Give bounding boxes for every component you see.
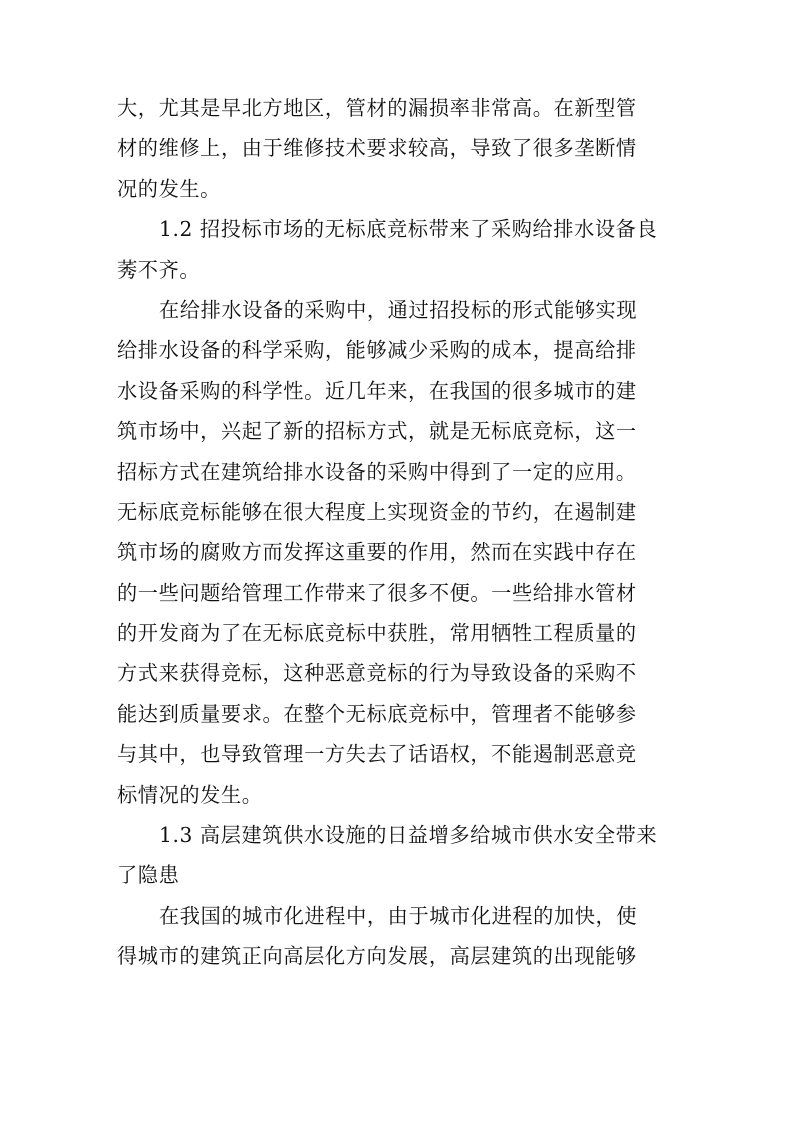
text-line: 筑市场中，兴起了新的招标方式，就是无标底竞标，这一 bbox=[117, 419, 637, 444]
text-line: 方式来获得竞标，这种恶意竞标的行为导致设备的采购不 bbox=[117, 661, 637, 686]
text-line: 况的发生。 bbox=[117, 176, 221, 201]
section-heading-1-3: 1.3 高层建筑供水设施的日益增多给城市供水安全带来 bbox=[159, 823, 658, 848]
text-line: 招标方式在建筑给排水设备的采购中得到了一定的应用。 bbox=[117, 459, 637, 484]
text-line: 的一些问题给管理工作带来了很多不便。一些给排水管材 bbox=[117, 580, 637, 605]
text-line: 无标底竞标能够在很大程度上实现资金的节约，在遏制建 bbox=[117, 499, 637, 524]
text-line: 材的维修上，由于维修技术要求较高，导致了很多垄断情 bbox=[117, 136, 637, 161]
section-heading-1-3-cont: 了隐患 bbox=[117, 863, 180, 888]
section-heading-1-2: 1.2 招投标市场的无标底竞标带来了采购给排水设备良 bbox=[159, 217, 658, 242]
text-line: 筑市场的腐败方而发挥这重要的作用，然而在实践中存在 bbox=[117, 540, 637, 565]
text-line: 给排水设备的科学采购，能够减少采购的成本，提高给排 bbox=[117, 338, 637, 363]
paragraph-start: 在我国的城市化进程中，由于城市化进程的加快，使 bbox=[159, 903, 638, 928]
text-line: 与其中，也导致管理一方失去了话语权，不能遏制恶意竞 bbox=[117, 742, 637, 767]
text-line: 标情况的发生。 bbox=[117, 782, 263, 807]
document-body bbox=[117, 88, 679, 977]
text-line: 得城市的建筑正向高层化方向发展，高层建筑的出现能够 bbox=[117, 944, 637, 969]
text-line: 大，尤其是早北方地区，管材的漏损率非常高。在新型管 bbox=[117, 96, 637, 120]
text-line: 的开发商为了在无标底竞标中获胜，常用牺牲工程质量的 bbox=[117, 621, 637, 646]
section-heading-1-2-cont: 莠不齐。 bbox=[117, 257, 201, 282]
text-line: 能达到质量要求。在整个无标底竞标中，管理者不能够参 bbox=[117, 701, 637, 726]
paragraph-start: 在给排水设备的采购中，通过招投标的形式能够实现 bbox=[159, 297, 638, 322]
text-line: 水设备采购的科学性。近几年来，在我国的很多城市的建 bbox=[117, 378, 637, 403]
